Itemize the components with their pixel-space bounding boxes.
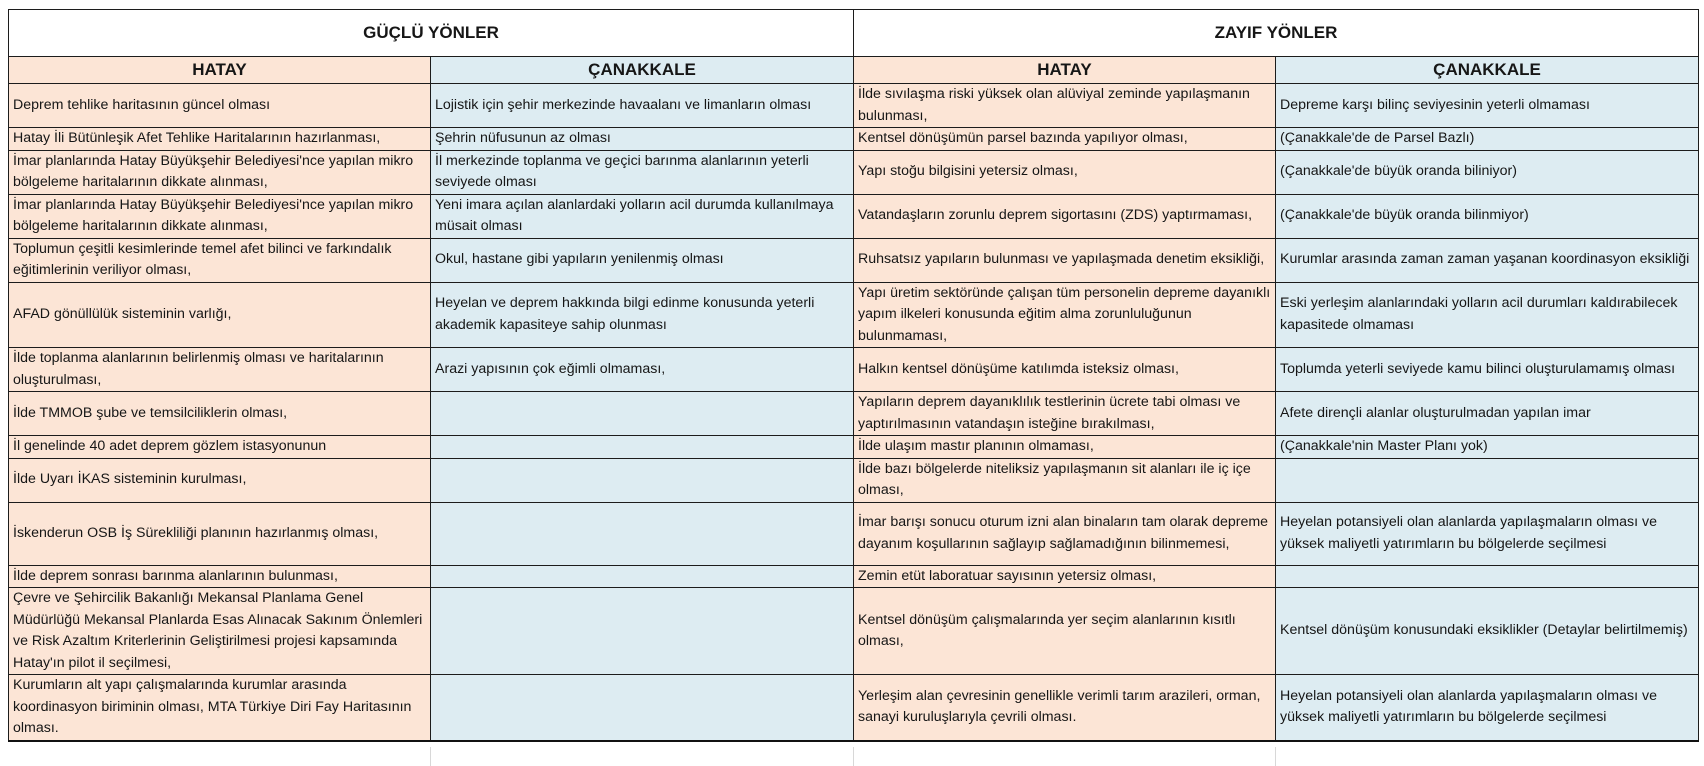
strength-canakkale-cell[interactable]: Şehrin nüfusunun az olması — [431, 128, 854, 151]
table-row — [9, 150, 1699, 194]
table-row — [9, 128, 1699, 151]
strengths-header[interactable]: GÜÇLÜ YÖNLER — [9, 10, 854, 57]
table-row — [9, 84, 1699, 128]
grid-line — [430, 747, 431, 766]
strength-canakkale-cell[interactable]: Heyelan ve deprem hakkında bilgi edinme konusunda yeterli akademik kapasiteye sahip olunması — [431, 282, 854, 348]
weaknesses-canakkale-header[interactable]: ÇANAKKALE — [1276, 57, 1699, 84]
weakness-canakkale-cell[interactable]: Eski yerleşim alanlarındaki yolların acil durumları kaldırabilecek kapasitede olmaması — [1276, 282, 1699, 348]
strength-hatay-cell[interactable]: Kurumların alt yapı çalışmalarında kurumlar arasında koordinasyon biriminin olması, MTA Türkiye Diri Fay Haritasının olması. — [9, 675, 431, 741]
weakness-canakkale-cell[interactable] — [1276, 565, 1699, 588]
swot-table-sheet — [8, 9, 1698, 756]
table-row — [9, 238, 1699, 282]
strength-canakkale-cell[interactable] — [431, 565, 854, 588]
strength-hatay-cell[interactable]: İlde TMMOB şube ve temsilciliklerin olması, — [9, 392, 431, 436]
grid-line — [1275, 747, 1276, 766]
weakness-canakkale-cell[interactable]: (Çanakkale'de büyük oranda biliniyor) — [1276, 150, 1699, 194]
weakness-hatay-cell[interactable]: İlde ulaşım mastır planının olmaması, — [854, 436, 1276, 459]
weakness-hatay-cell[interactable]: Yapı stoğu bilgisini yetersiz olması, — [854, 150, 1276, 194]
weaknesses-header[interactable]: ZAYIF YÖNLER — [854, 10, 1699, 57]
weakness-hatay-cell[interactable]: İlde bazı bölgelerde niteliksiz yapılaşmanın sit alanları ile iç içe olması, — [854, 458, 1276, 502]
weakness-hatay-cell[interactable]: Vatandaşların zorunlu deprem sigortasını (ZDS) yaptırmaması, — [854, 194, 1276, 238]
weakness-canakkale-cell[interactable]: Heyelan potansiyeli olan alanlarda yapılaşmaların olması ve yüksek maliyetli yatırımların bu bölgelerde seçilmesi — [1276, 675, 1699, 741]
strength-canakkale-cell[interactable]: Lojistik için şehir merkezinde havaalanı ve limanların olması — [431, 84, 854, 128]
strength-hatay-cell[interactable]: AFAD gönüllülük sisteminin varlığı, — [9, 282, 431, 348]
strength-canakkale-cell[interactable] — [431, 675, 854, 741]
weakness-canakkale-cell[interactable]: (Çanakkale'de büyük oranda bilinmiyor) — [1276, 194, 1699, 238]
table-row — [9, 588, 1699, 675]
strengths-hatay-header[interactable]: HATAY — [9, 57, 431, 84]
weakness-hatay-cell[interactable]: İmar barışı sonucu oturum izni alan binaların tam olarak depreme dayanım koşullarının sağlayıp sağlamadığının bilinmemesi, — [854, 502, 1276, 565]
strength-canakkale-cell[interactable]: Yeni imara açılan alanlardaki yolların acil durumda kullanılmaya müsait olması — [431, 194, 854, 238]
strength-hatay-cell[interactable]: Deprem tehlike haritasının güncel olması — [9, 84, 431, 128]
table-row — [9, 675, 1699, 741]
weakness-hatay-cell[interactable]: Kentsel dönüşümün parsel bazında yapılıyor olması, — [854, 128, 1276, 151]
weakness-hatay-cell[interactable]: Yapı üretim sektöründe çalışan tüm personelin depreme dayanıklı yapım ilkeleri konusunda eğitim alma zorunluluğunun bulunmaması, — [854, 282, 1276, 348]
strength-canakkale-cell[interactable]: Okul, hastane gibi yapıların yenilenmiş olması — [431, 238, 854, 282]
weakness-hatay-cell[interactable]: Ruhsatsız yapıların bulunması ve yapılaşmada denetim eksikliği, — [854, 238, 1276, 282]
table-row — [9, 282, 1699, 348]
weakness-canakkale-cell[interactable]: (Çanakkale'de de Parsel Bazlı) — [1276, 128, 1699, 151]
strengths-canakkale-header[interactable]: ÇANAKKALE — [431, 57, 854, 84]
weakness-hatay-cell[interactable]: Halkın kentsel dönüşüme katılımda isteksiz olması, — [854, 348, 1276, 392]
strength-canakkale-cell[interactable]: İl merkezinde toplanma ve geçici barınma alanlarının yeterli seviyede olması — [431, 150, 854, 194]
strength-canakkale-cell[interactable] — [431, 436, 854, 459]
strength-hatay-cell[interactable]: Çevre ve Şehircilik Bakanlığı Mekansal Planlama Genel Müdürlüğü Mekansal Planlarda Esas Alınacak Sakınım Önlemleri ve Risk Azaltım Kriterlerinin Geliştirilmesi projesi kapsamında Hatay'ın pilot il seçilmesi, — [9, 588, 431, 675]
weakness-canakkale-cell[interactable] — [1276, 458, 1699, 502]
strength-hatay-cell[interactable]: İskenderun OSB İş Sürekliliği planının hazırlanmış olması, — [9, 502, 431, 565]
weakness-canakkale-cell[interactable]: Afete dirençli alanlar oluşturulmadan yapılan imar — [1276, 392, 1699, 436]
strength-canakkale-cell[interactable] — [431, 588, 854, 675]
grid-line — [853, 747, 854, 766]
weakness-hatay-cell[interactable]: İlde sıvılaşma riski yüksek olan alüviyal zeminde yapılaşmanın bulunması, — [854, 84, 1276, 128]
strength-hatay-cell[interactable]: Toplumun çeşitli kesimlerinde temel afet bilinci ve farkındalık eğitimlerinin veriliyor olması, — [9, 238, 431, 282]
table-row — [9, 436, 1699, 459]
weakness-canakkale-cell[interactable]: Depreme karşı bilinç seviyesinin yeterli olmaması — [1276, 84, 1699, 128]
weakness-canakkale-cell[interactable]: Toplumda yeterli seviyede kamu bilinci oluşturulamamış olması — [1276, 348, 1699, 392]
weakness-canakkale-cell[interactable]: Kentsel dönüşüm konusundaki eksiklikler (Detaylar belirtilmemiş) — [1276, 588, 1699, 675]
strength-hatay-cell[interactable]: Hatay İli Bütünleşik Afet Tehlike Haritalarının hazırlanması, — [9, 128, 431, 151]
weakness-canakkale-cell[interactable]: Heyelan potansiyeli olan alanlarda yapılaşmaların olması ve yüksek maliyetli yatırımların bu bölgelerde seçilmesi — [1276, 502, 1699, 565]
weakness-canakkale-cell[interactable]: (Çanakkale'nin Master Planı yok) — [1276, 436, 1699, 459]
strength-hatay-cell[interactable]: İmar planlarında Hatay Büyükşehir Belediyesi'nce yapılan mikro bölgeleme haritalarının dikkate alınması, — [9, 194, 431, 238]
strength-canakkale-cell[interactable] — [431, 458, 854, 502]
weakness-hatay-cell[interactable]: Kentsel dönüşüm çalışmalarında yer seçim alanlarının kısıtlı olması, — [854, 588, 1276, 675]
weakness-hatay-cell[interactable]: Yerleşim alan çevresinin genellikle verimli tarım arazileri, orman, sanayi kuruluşlarıyla çevrili olması. — [854, 675, 1276, 741]
weaknesses-hatay-header[interactable]: HATAY — [854, 57, 1276, 84]
strength-hatay-cell[interactable]: İl genelinde 40 adet deprem gözlem istasyonunun — [9, 436, 431, 459]
strength-canakkale-cell[interactable] — [431, 392, 854, 436]
strength-hatay-cell[interactable]: İlde toplanma alanlarının belirlenmiş olması ve haritalarının oluşturulması, — [9, 348, 431, 392]
weakness-hatay-cell[interactable]: Zemin etüt laboratuar sayısının yetersiz olması, — [854, 565, 1276, 588]
swot-table — [8, 9, 1699, 742]
table-row — [9, 392, 1699, 436]
table-row — [9, 194, 1699, 238]
strength-canakkale-cell[interactable]: Arazi yapısının çok eğimli olmaması, — [431, 348, 854, 392]
table-row — [9, 565, 1699, 588]
strength-hatay-cell[interactable]: İmar planlarında Hatay Büyükşehir Belediyesi'nce yapılan mikro bölgeleme haritalarının dikkate alınması, — [9, 150, 431, 194]
strength-hatay-cell[interactable]: İlde Uyarı İKAS sisteminin kurulması, — [9, 458, 431, 502]
weakness-canakkale-cell[interactable]: Kurumlar arasında zaman zaman yaşanan koordinasyon eksikliği — [1276, 238, 1699, 282]
table-row — [9, 348, 1699, 392]
strength-canakkale-cell[interactable] — [431, 502, 854, 565]
strength-hatay-cell[interactable]: İlde deprem sonrası barınma alanlarının bulunması, — [9, 565, 431, 588]
weakness-hatay-cell[interactable]: Yapıların deprem dayanıklılık testlerinin ücrete tabi olması ve yaptırılmasının vatandaşın isteğine bırakılması, — [854, 392, 1276, 436]
table-row — [9, 458, 1699, 502]
table-row — [9, 502, 1699, 565]
